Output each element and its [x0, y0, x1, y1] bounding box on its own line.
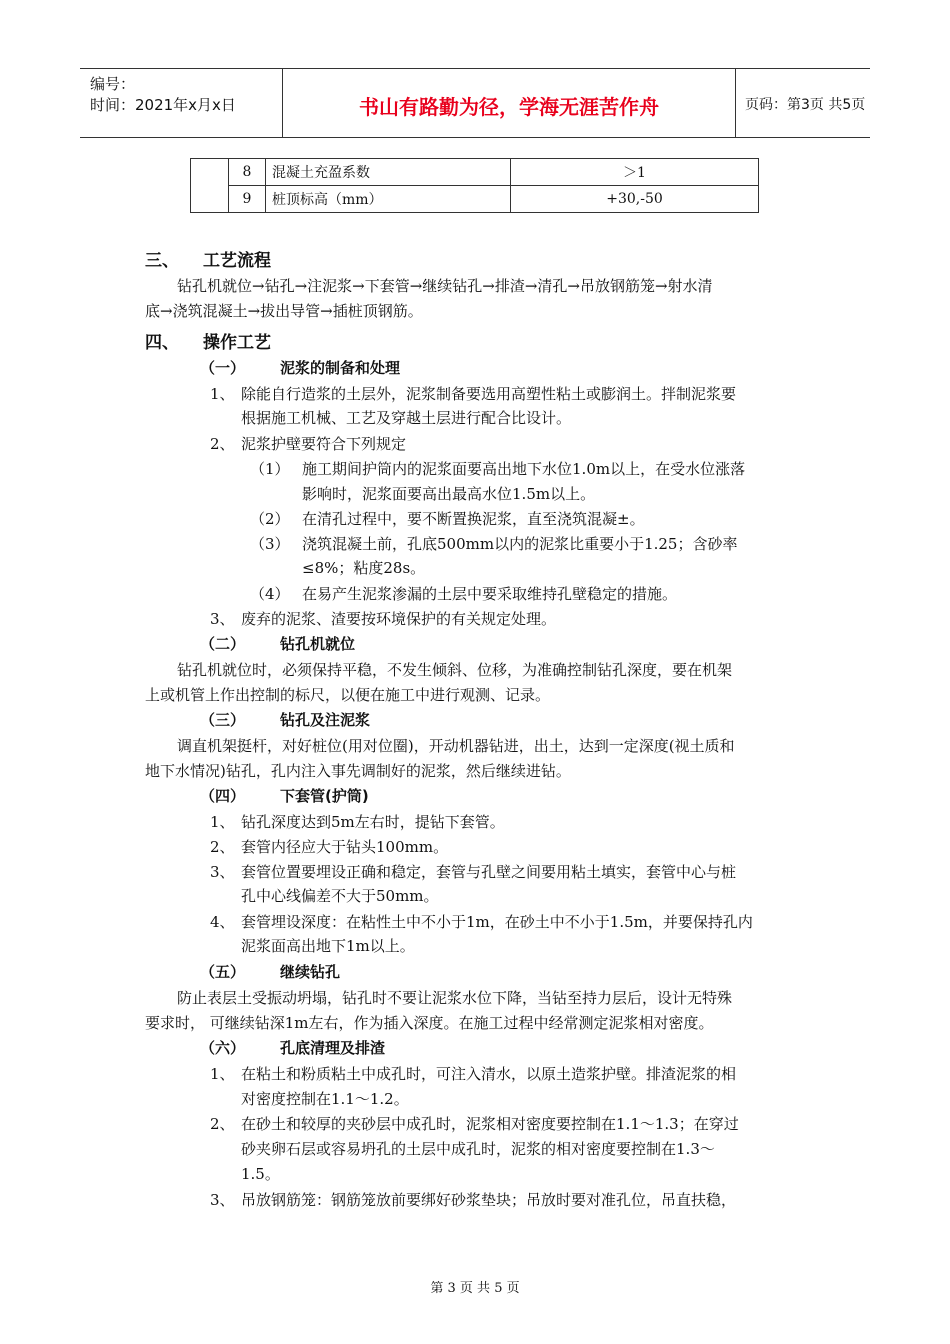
subsection-number: （二） — [200, 635, 246, 653]
header-motto-cell — [282, 69, 736, 137]
item-number: 3、 — [210, 1191, 235, 1209]
subsection-title: 钻孔机就位 — [280, 635, 356, 653]
subitem-text: 影响时，泥浆面要高出最高水位1.5m以上。 — [302, 485, 596, 503]
row-number: 9 — [229, 186, 266, 213]
subitem-text: 在易产生泥浆渗漏的土层中要采取维持孔壁稳定的措施。 — [302, 585, 678, 603]
subitem-text: 浇筑混凝土前，孔底500mm以内的泥浆比重要小于1.25；含砂率 — [302, 535, 738, 553]
item-text: 除能自行造浆的土层外，泥浆制备要选用高塑性粘土或膨润土。拌制泥浆要 — [241, 385, 737, 403]
item-number: 3、 — [210, 863, 235, 881]
header-meta — [80, 69, 282, 137]
spec-table — [190, 158, 759, 213]
page-footer: 第 3 页 共 5 页 — [430, 1281, 520, 1296]
subsection-title: 继续钻孔 — [280, 963, 341, 981]
row-value: ＞1 — [511, 159, 759, 186]
subsection-number: （三） — [200, 711, 246, 729]
item-number: 2、 — [210, 1115, 235, 1133]
paragraph-line: 底→浇筑混凝土→拔出导管→插桩顶钢筋。 — [145, 302, 423, 320]
subsection-number: （五） — [200, 963, 246, 981]
paragraph-line: 地下水情况)钻孔，孔内注入事先调制好的泥浆，然后继续进钻。 — [145, 762, 571, 780]
row-item: 桩顶标高（mm） — [266, 186, 511, 213]
table-row — [191, 159, 759, 186]
subsection-number: （四） — [200, 787, 246, 805]
item-text: 套管位置要埋设正确和稳定，套管与孔壁之间要用粘土填实，套管中心与桩 — [241, 863, 737, 881]
item-text: 废弃的泥浆、渣要按环境保护的有关规定处理。 — [241, 610, 557, 628]
table-merged-cell — [191, 159, 229, 213]
section-title: 操作工艺 — [203, 333, 271, 353]
subitem-number: （2） — [250, 510, 290, 528]
subitem-text: ≤8%；粘度28s。 — [302, 559, 426, 577]
item-text: 泥浆护壁要符合下列规定 — [241, 435, 407, 453]
item-number: 2、 — [210, 435, 235, 453]
paragraph-line: 防止表层土受振动坍塌，钻孔时不要让泥浆水位下降，当钻至持力层后，设计无特殊 — [177, 989, 733, 1007]
item-text: 砂夹卵石层或容易坍孔的土层中成孔时，泥浆的相对密度要控制在1.3～ — [241, 1140, 715, 1158]
subsection-title: 下套管(护筒) — [280, 787, 369, 805]
item-number: 4、 — [210, 913, 235, 931]
item-text: 套管埋设深度：在粘性土中不小于1m，在砂土中不小于1.5m，并要保持孔内 — [241, 913, 753, 931]
subitem-text: 在清孔过程中，要不断置换泥浆，直至浇筑混凝±。 — [302, 510, 645, 528]
paragraph-line: 调直机架挺杆，对好桩位(用对位圈)，开动机器钻进，出土，达到一定深度(视土质和 — [177, 737, 735, 755]
item-text: 套管内径应大于钻头100mm。 — [241, 838, 449, 856]
row-value: +30,-50 — [511, 186, 759, 213]
subsection-number: （六） — [200, 1039, 246, 1057]
row-number: 8 — [229, 159, 266, 186]
row-item: 混凝土充盈系数 — [266, 159, 511, 186]
subitem-text: 施工期间护筒内的泥浆面要高出地下水位1.0m以上，在受水位涨落 — [302, 460, 746, 478]
section-title: 工艺流程 — [203, 251, 271, 271]
item-text: 在砂土和较厚的夹砂层中成孔时，泥浆相对密度要控制在1.1～1.3；在穿过 — [241, 1115, 739, 1133]
subitem-number: （4） — [250, 585, 290, 603]
header-page-cell — [735, 69, 870, 137]
item-number: 1、 — [210, 813, 235, 831]
subsection-title: 孔底清理及排渣 — [280, 1039, 386, 1057]
paragraph-line: 钻孔机就位→钻孔→注泥浆→下套管→继续钻孔→排渣→清孔→吊放钢筋笼→射水清 — [177, 277, 713, 295]
item-text: 对密度控制在1.1～1.2。 — [241, 1090, 409, 1108]
subsection-title: 钻孔及注泥浆 — [280, 711, 371, 729]
page-header — [80, 68, 870, 138]
subsection-number: （一） — [200, 359, 246, 377]
number-label: 编号： — [90, 75, 136, 93]
item-number: 2、 — [210, 838, 235, 856]
motto: 书山有路勤为径，学海无涯苦作舟 — [359, 95, 659, 119]
page-info: 页码：第3页 共5页 — [745, 97, 866, 113]
item-number: 3、 — [210, 610, 235, 628]
subitem-number: （1） — [250, 460, 290, 478]
item-text: 根据施工机械、工艺及穿越土层进行配合比设计。 — [241, 409, 572, 427]
item-text: 孔中心线偏差不大于50mm。 — [241, 887, 439, 905]
item-text: 吊放钢筋笼：钢筋笼放前要绑好砂浆垫块；吊放时要对准孔位，吊直扶稳， — [241, 1191, 737, 1209]
item-number: 1、 — [210, 385, 235, 403]
item-text: 1.5。 — [241, 1165, 280, 1183]
item-text: 泥浆面高出地下1m以上。 — [241, 937, 415, 955]
subitem-number: （3） — [250, 535, 290, 553]
paragraph-line: 上或机管上作出控制的标尺，以便在施工中进行观测、记录。 — [145, 686, 551, 704]
section-number: 三、 — [145, 251, 179, 271]
item-text: 在粘土和粉质粘土中成孔时，可注入清水，以原土造浆护壁。排渣泥浆的相 — [241, 1065, 737, 1083]
section-number: 四、 — [145, 333, 179, 353]
table-row — [191, 186, 759, 213]
paragraph-line: 钻孔机就位时，必须保持平稳，不发生倾斜、位移，为准确控制钻孔深度，要在机架 — [177, 661, 733, 679]
item-number: 1、 — [210, 1065, 235, 1083]
time-label: 时间：2021年x月x日 — [90, 96, 236, 114]
paragraph-line: 要求时， 可继续钻深1m左右，作为插入深度。在施工过程中经常测定泥浆相对密度。 — [145, 1014, 714, 1032]
item-text: 钻孔深度达到5m左右时，提钻下套管。 — [241, 813, 505, 831]
subsection-title: 泥浆的制备和处理 — [280, 359, 401, 377]
